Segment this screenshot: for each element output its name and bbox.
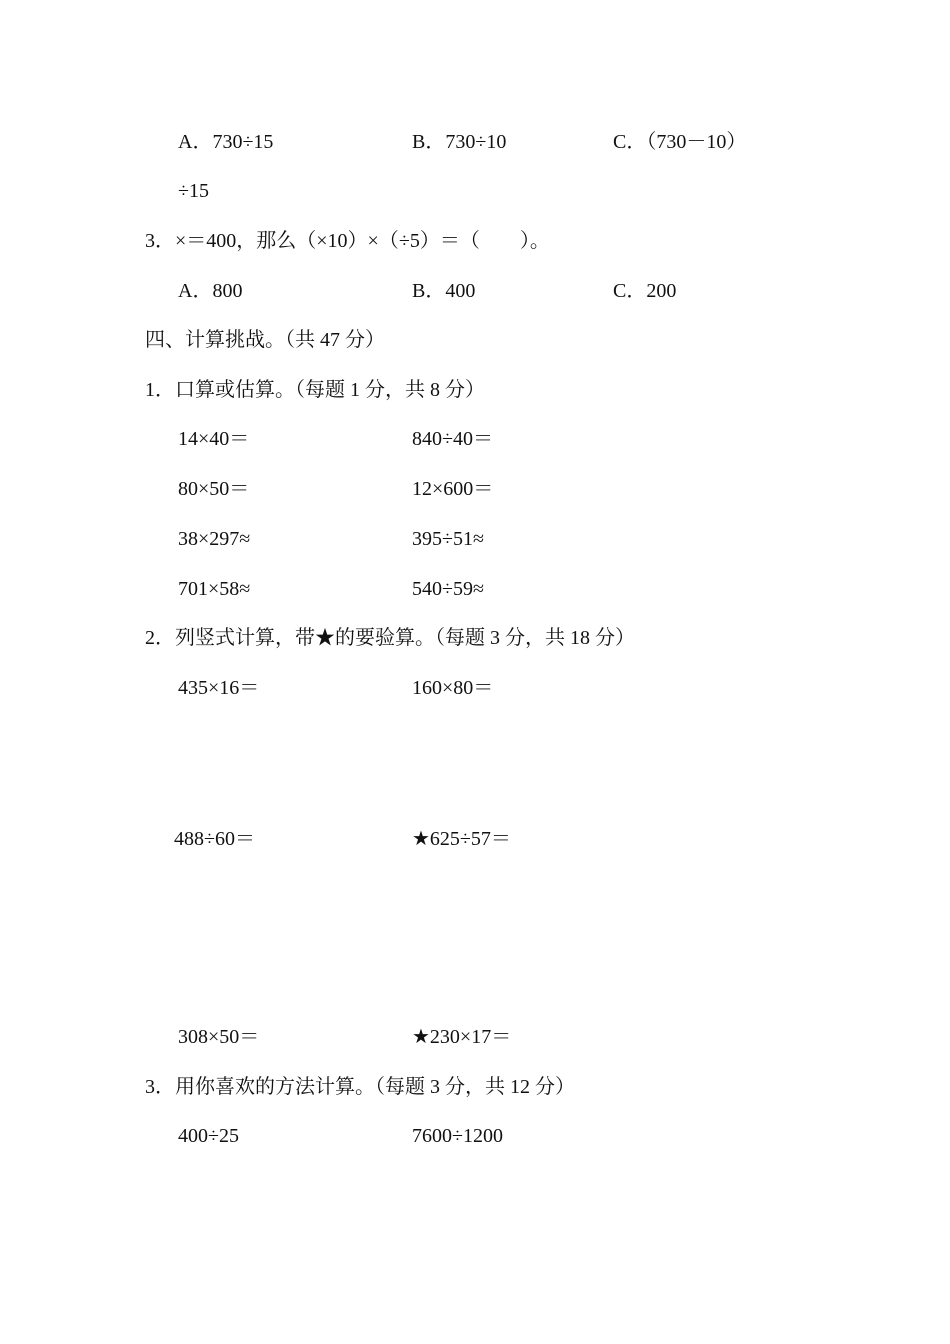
q2-option-b: B．730÷10 — [412, 131, 507, 153]
q2-option-c-continued: ÷15 — [178, 180, 209, 202]
mental-calc-item: 14×40＝ — [178, 428, 250, 450]
estimate-item: 540÷59≈ — [412, 578, 484, 600]
part-1-heading: 1．口算或估算。（每题 1 分，共 8 分） — [145, 379, 485, 401]
free-method-item: 400÷25 — [178, 1125, 239, 1147]
estimate-item: 395÷51≈ — [412, 528, 484, 550]
q3-stem: 3．×＝400，那么（×10）×（÷5）＝（ ）。 — [145, 230, 550, 252]
part-3-heading: 3．用你喜欢的方法计算。（每题 3 分，共 12 分） — [145, 1076, 575, 1098]
vertical-calc-item: 160×80＝ — [412, 677, 494, 699]
part-2-heading: 2．列竖式计算，带★的要验算。（每题 3 分，共 18 分） — [145, 627, 635, 649]
vertical-calc-item: 308×50＝ — [178, 1026, 260, 1048]
mental-calc-item: 12×600＝ — [412, 478, 494, 500]
estimate-item: 701×58≈ — [178, 578, 251, 600]
vertical-calc-item-starred: ★230×17＝ — [412, 1026, 512, 1048]
q3-option-a: A．800 — [178, 280, 243, 302]
q2-option-a: A．730÷15 — [178, 131, 274, 153]
q3-option-b: B．400 — [412, 280, 476, 302]
vertical-calc-item: 435×16＝ — [178, 677, 260, 699]
mental-calc-item: 80×50＝ — [178, 478, 250, 500]
q3-option-c: C．200 — [613, 280, 677, 302]
section-4-title: 四、计算挑战。（共 47 分） — [145, 329, 385, 351]
mental-calc-item: 840÷40＝ — [412, 428, 493, 450]
estimate-item: 38×297≈ — [178, 528, 251, 550]
vertical-calc-item: 488÷60＝ — [174, 828, 255, 850]
vertical-calc-item-starred: ★625÷57＝ — [412, 828, 511, 850]
q2-option-c: C．（730－10） — [613, 131, 747, 153]
free-method-item: 7600÷1200 — [412, 1125, 503, 1147]
